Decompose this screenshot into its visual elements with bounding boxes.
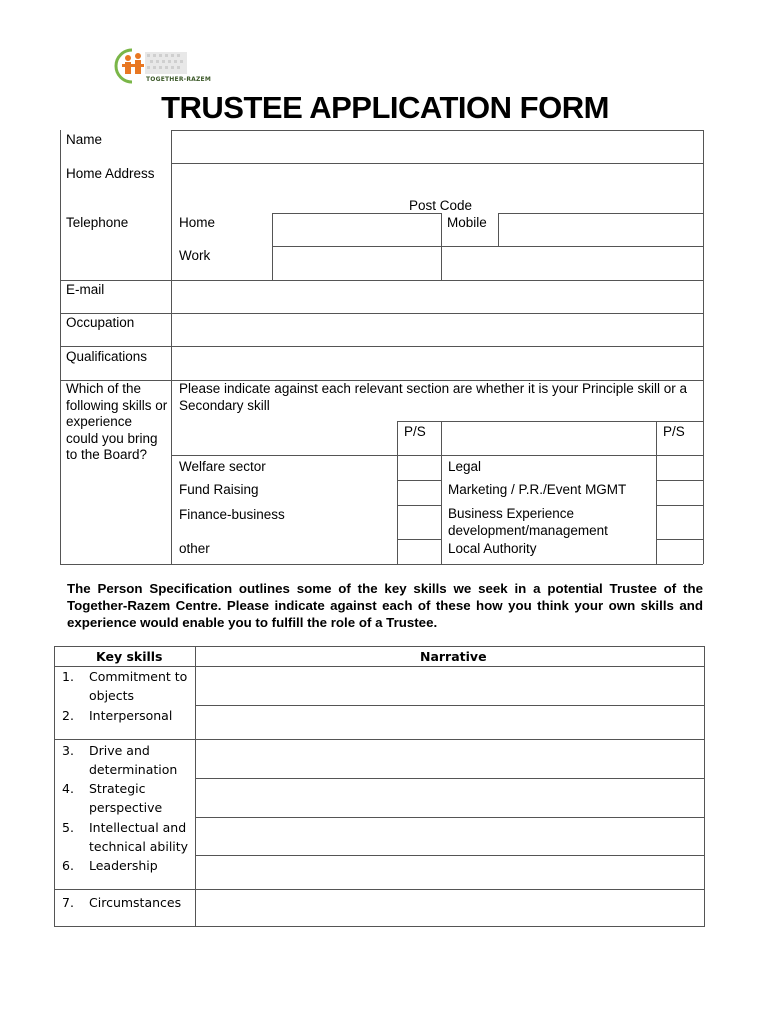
skill-marketing: Marketing / P.R./Event MGMT (448, 482, 627, 497)
ps-field-business[interactable] (657, 506, 702, 538)
email-label: E-mail (66, 282, 105, 297)
home-phone-label: Home (179, 215, 216, 230)
skill-other: other (179, 541, 210, 556)
ps-field-legal[interactable] (657, 456, 702, 479)
skill-welfare-sector: Welfare sector (179, 459, 266, 474)
ps-header-right: P/S (663, 424, 685, 439)
skill-local-authority: Local Authority (448, 541, 537, 556)
name-label: Name (66, 132, 103, 147)
skill-circumstances: Circumstances (89, 895, 182, 910)
skill-strategic: Strategic perspective (89, 781, 163, 815)
skill-business-experience: Business Experience development/management (448, 506, 608, 538)
skill-number: 6. (62, 858, 74, 873)
name-field[interactable] (172, 131, 702, 162)
ps-field-other[interactable] (398, 540, 440, 563)
ps-field-welfare[interactable] (398, 456, 440, 479)
qualifications-label: Qualifications (66, 349, 148, 364)
skill-finance-business: Finance-business (179, 507, 285, 522)
skill-leadership: Leadership (89, 858, 158, 873)
skill-number: 3. (62, 743, 74, 758)
post-code-label: Post Code (409, 198, 473, 213)
mobile-field[interactable] (499, 214, 702, 245)
logo-text: TOGETHER-RAZEM (146, 76, 212, 83)
skill-fund-raising: Fund Raising (179, 482, 259, 497)
telephone-label: Telephone (66, 215, 129, 230)
skill-number: 2. (62, 708, 74, 723)
qualifications-field[interactable] (172, 347, 702, 379)
narrative-field-commitment[interactable] (196, 667, 703, 704)
narrative-header: Narrative (420, 649, 487, 664)
skill-commitment: Commitment to objects (89, 669, 188, 703)
skills-instruction: Please indicate against each relevant section are whether it is your Principle skill or a Secondary skill (179, 381, 688, 413)
ps-field-fund-raising[interactable] (398, 481, 440, 504)
narrative-field-intellectual[interactable] (196, 818, 703, 854)
skill-interpersonal: Interpersonal (89, 708, 173, 723)
occupation-field[interactable] (172, 314, 702, 345)
skill-legal: Legal (448, 459, 482, 474)
narrative-field-interpersonal[interactable] (196, 706, 703, 738)
page-title: TRUSTEE APPLICATION FORM (161, 90, 609, 125)
narrative-field-strategic[interactable] (196, 779, 703, 816)
skill-drive: Drive and determination (89, 743, 178, 777)
ps-header-left: P/S (404, 424, 426, 439)
email-field[interactable] (172, 281, 702, 312)
ps-field-finance[interactable] (398, 506, 440, 538)
work-phone-label: Work (179, 248, 211, 263)
skill-number: 5. (62, 820, 74, 835)
skill-intellectual: Intellectual and technical ability (89, 820, 189, 854)
home-address-field[interactable] (172, 164, 702, 196)
skill-number: 7. (62, 895, 74, 910)
mobile-label: Mobile (447, 215, 487, 230)
home-phone-field[interactable] (273, 214, 440, 245)
ps-field-local-authority[interactable] (657, 540, 702, 563)
person-specification-intro: The Person Specification outlines some of the key skills we seek in a potential Trustee of the Together-Razem Centre. Please indicate against each of these how you think your own skills and experience would enable you to fulfill the role of a Trustee. (67, 581, 703, 630)
narrative-field-drive[interactable] (196, 740, 703, 777)
skill-number: 1. (62, 669, 74, 684)
ps-field-marketing[interactable] (657, 481, 702, 504)
narrative-field-leadership[interactable] (196, 856, 703, 888)
work-phone-field[interactable] (273, 247, 440, 279)
key-skills-header: Key skills (96, 649, 163, 664)
home-address-label: Home Address (66, 166, 155, 181)
skills-question: Which of the following skills or experience could you bring to the Board? (66, 381, 168, 462)
skill-number: 4. (62, 781, 74, 796)
narrative-field-circumstances[interactable] (196, 890, 703, 925)
occupation-label: Occupation (66, 315, 135, 330)
